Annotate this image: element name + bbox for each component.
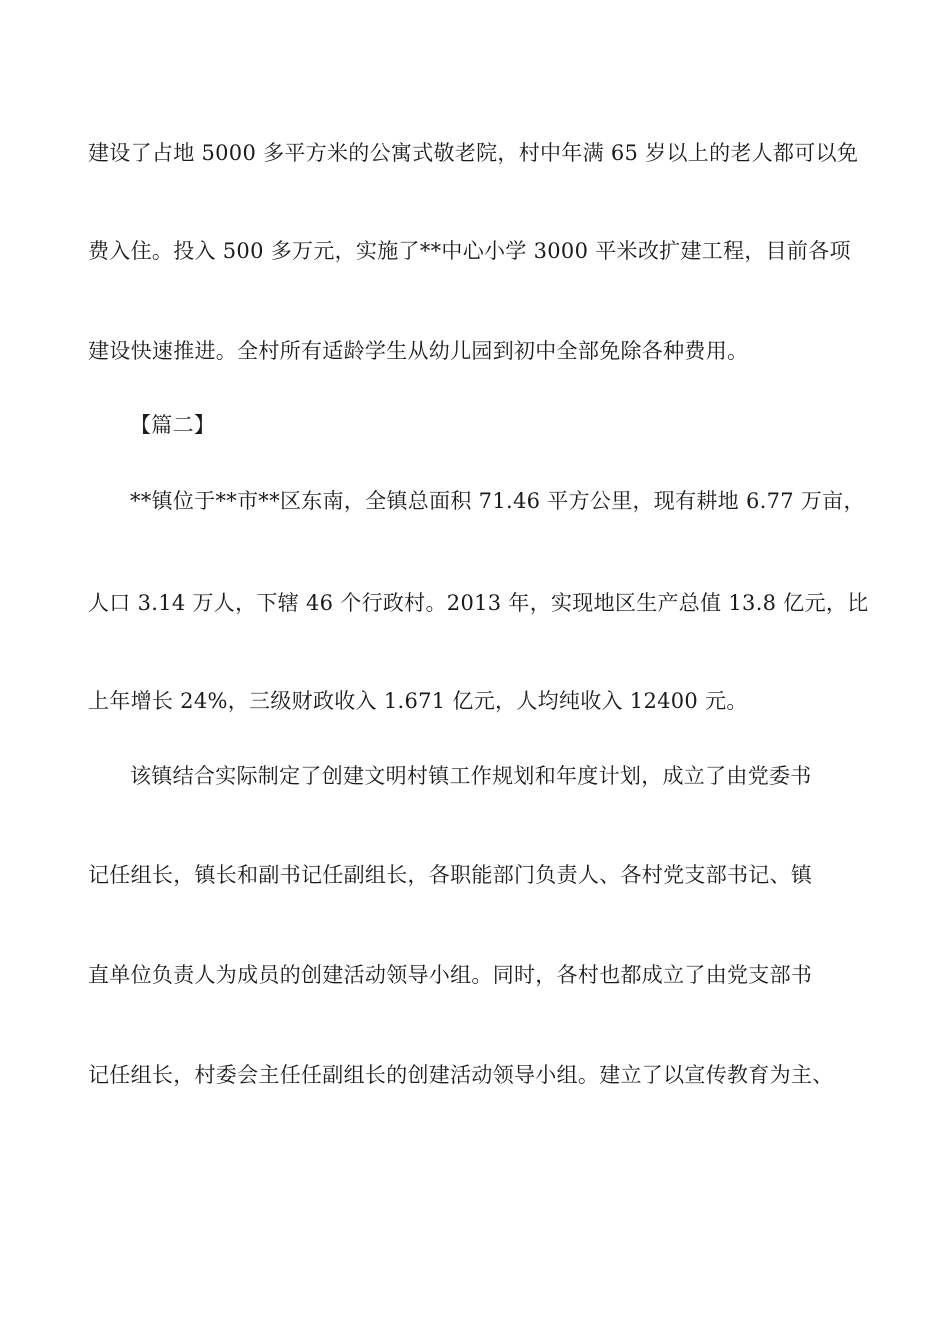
text-line: 建设快速推进。全村所有适龄学生从幼儿园到初中全部免除各种费用。 [88, 339, 749, 363]
text-line: 建设了占地 5000 多平方米的公寓式敬老院，村中年满 65 岁以上的老人都可以免 [88, 141, 859, 165]
text-line: 费入住。投入 500 多万元，实施了**中心小学 3000 平米改扩建工程，目前各项 [88, 239, 851, 263]
text-line: 记任组长，村委会主任任副组长的创建活动领导小组。建立了以宣传教育为主、 [88, 1063, 834, 1087]
text-line: 直单位负责人为成员的创建活动领导小组。同时，各村也都成立了由党支部书 [88, 963, 813, 987]
text-line: 该镇结合实际制定了创建文明村镇工作规划和年度计划，成立了由党委书 [130, 764, 812, 788]
section-heading: 【篇二】 [130, 413, 216, 437]
text-line: **镇位于**市**区东南，全镇总面积 71.46 平方公里，现有耕地 6.77 万亩， [130, 489, 865, 513]
text-line: 上年增长 24%，三级财政收入 1.671 亿元，人均纯收入 12400 元。 [88, 689, 748, 713]
text-line: 记任组长，镇长和副书记任副组长，各职能部门负责人、各村党支部书记、镇 [88, 863, 813, 887]
text-line: 人口 3.14 万人，下辖 46 个行政村。2013 年，实现地区生产总值 13.8 亿元，比 [88, 591, 869, 615]
